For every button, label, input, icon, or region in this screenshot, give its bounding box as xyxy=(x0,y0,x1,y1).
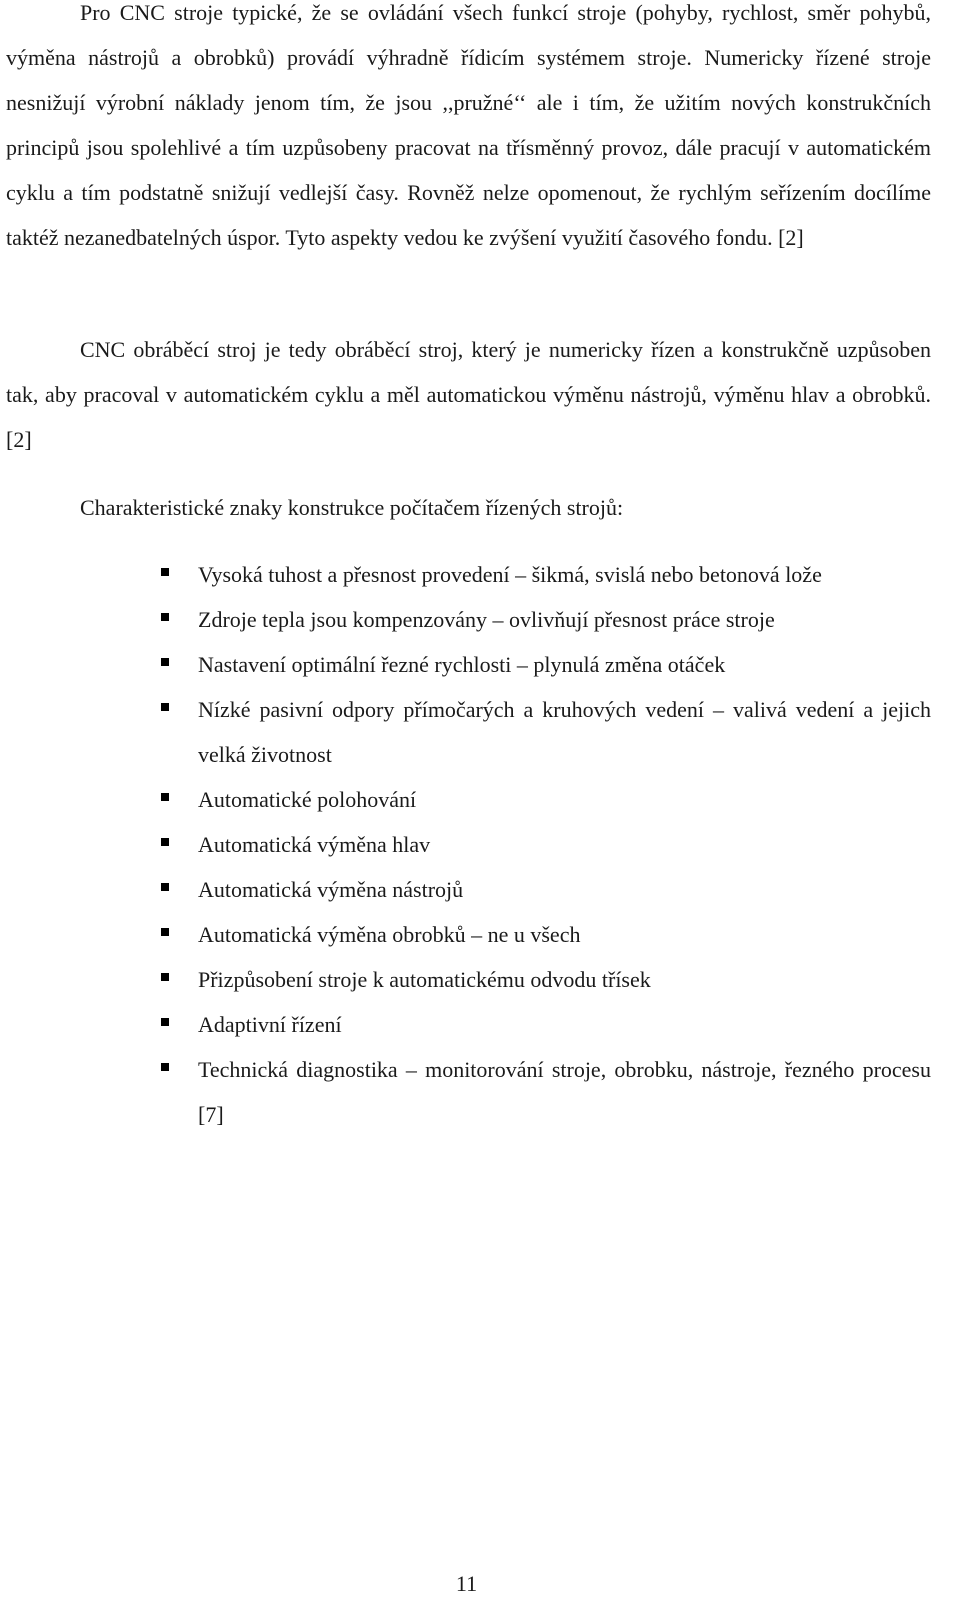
list-item xyxy=(198,777,931,822)
square-bullet-icon xyxy=(161,883,169,891)
list-item xyxy=(198,1047,931,1137)
list-item-text: Nízké pasivní odpory přímočarých a kruhových vedení – valivá vedení a jejich velká životnost xyxy=(198,697,931,767)
list-item-text: Automatická výměna hlav xyxy=(198,832,431,857)
square-bullet-icon xyxy=(161,973,169,981)
square-bullet-icon xyxy=(161,928,169,936)
list-item-text: Adaptivní řízení xyxy=(198,1012,342,1037)
square-bullet-icon xyxy=(161,793,169,801)
list-item-text: Přizpůsobení stroje k automatickému odvodu třísek xyxy=(198,967,651,992)
paragraph-cnc-intro: Pro CNC stroje typické, že se ovládání všech funkcí stroje (pohyby, rychlost, směr pohybů, výměna nástrojů a obrobků) provádí výhradně řídicím systémem stroje. Numericky řízené stroje nesnižují výrobní náklady jenom tím, že jsou ,,pružné‘‘ ale i tím, že užitím nových konstrukčních principů jsou spolehlivé a tím uzpůsobeny pracovat na třísměnný provoz, dále pracují v automatickém cyklu a tím podstatně snižují vedlejší časy. Rovněž nelze opomenout, že rychlým seřízením docílíme taktéž nezanedbatelných úspor. Tyto aspekty vedou ke zvýšení využití časového fondu. [2] xyxy=(6,0,931,250)
list-item-text: Zdroje tepla jsou kompenzovány – ovlivňují přesnost práce stroje xyxy=(198,607,775,632)
square-bullet-icon xyxy=(161,1018,169,1026)
paragraph-cnc-definition: CNC obráběcí stroj je tedy obráběcí stroj, který je numericky řízen a konstrukčně uzpůsoben tak, aby pracoval v automatickém cyklu a měl automatickou výměnu nástrojů, výměnu hlav a obrobků. [2] xyxy=(6,337,931,452)
square-bullet-icon xyxy=(161,658,169,666)
list-item-text: Automatická výměna obrobků – ne u všech xyxy=(198,922,581,947)
list-item xyxy=(198,687,931,777)
list-item-text: Technická diagnostika – monitorování stroje, obrobku, nástroje, řezného procesu [7] xyxy=(198,1057,931,1127)
square-bullet-icon xyxy=(161,703,169,711)
square-bullet-icon xyxy=(161,1063,169,1071)
list-item xyxy=(198,1002,931,1047)
square-bullet-icon xyxy=(161,838,169,846)
list-item-text: Vysoká tuhost a přesnost provedení – šikmá, svislá nebo betonová lože xyxy=(198,562,822,587)
paragraph-characteristics-heading: Charakteristické znaky konstrukce počítačem řízených strojů: xyxy=(80,495,624,520)
characteristics-list xyxy=(0,552,960,1137)
square-bullet-icon xyxy=(161,613,169,621)
list-item xyxy=(198,867,931,912)
list-item xyxy=(198,912,931,957)
square-bullet-icon xyxy=(161,568,169,576)
list-item xyxy=(198,957,931,1002)
page-number: 11 xyxy=(455,1571,478,1596)
list-item xyxy=(198,597,931,642)
list-item xyxy=(198,552,931,597)
list-item-text: Nastavení optimální řezné rychlosti – plynulá změna otáček xyxy=(198,652,726,677)
list-item xyxy=(198,642,931,687)
list-item-text: Automatická výměna nástrojů xyxy=(198,877,464,902)
list-item-text: Automatické polohování xyxy=(198,787,417,812)
list-item xyxy=(198,822,931,867)
